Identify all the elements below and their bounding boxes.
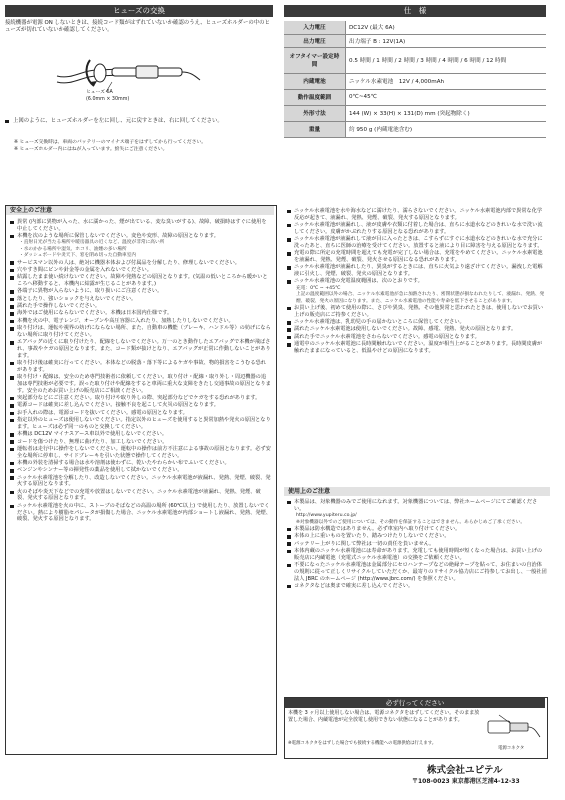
fuse-instruction xyxy=(5,118,273,126)
list-item: 濡れた手で操作しないでください。 xyxy=(10,303,271,310)
list-item: エアバッグの近くに取り付けたり、配線をしないでください。万一のとき動作したエアバッグで本機が飛ばされ、事故やケガの原因となります。また、コード類が抜けとなり、エアバッグが正常に作動しないことがあります。 xyxy=(10,339,271,359)
list-item: 結露したまま使い続けないでください。故障や発熱などの原因となります。(気温の低いところから暖かいところへ移動すると、本機内に結露が生じることがあります。) xyxy=(10,274,271,288)
spec-table xyxy=(284,21,546,138)
fuse-label xyxy=(86,90,176,103)
power-connector-illustration xyxy=(484,711,542,747)
must-title: 必ず行ってください xyxy=(385,699,445,707)
list-item: 取り付け後は確実に行ってください。本体などの脱落・落下等によるケガや事故、物的損害をこうむる恐れがあります。 xyxy=(10,360,271,374)
list-item: バッテリー上がりに関して弊社は一切の責任を負いません。 xyxy=(287,541,547,548)
list-item: 電源コードは確実に差し込んでください。接触不良を起こして火災の原因となります。 xyxy=(10,402,271,409)
list-item: 各端子に異物が入らないように、取り扱いにご注意ください。 xyxy=(10,288,271,295)
fuse-note: ※ ヒューズ交換時は、車両のバッテリーのマイナス端子をはずしてから行ってください。 xyxy=(14,140,207,145)
spec-row: 入力電圧 DC12V (最大 6A) xyxy=(284,21,546,34)
usage-note: ※対象機器以外でのご使用については、その動作を保証することはできません。あらかじめご了承ください。 xyxy=(296,519,526,525)
safety-header xyxy=(6,206,274,215)
list-item: ニッケル水素電池を分解したり、改造しないでください。ニッケル水素電池が液漏れ、発熱、発煙、破裂、発火する原因となります。 xyxy=(10,475,271,489)
list-item: 火のそばや炎天下などでの充電や放置はしないでください。ニッケル水素電池が液漏れ、発熱、発煙、破裂、発火する原因となります。 xyxy=(10,489,271,503)
battery-list xyxy=(287,208,547,355)
safety-list xyxy=(10,219,271,524)
list-item: 本機を次のような場所に保管しないでください。変色や変形、故障の原因となります。 xyxy=(10,233,271,240)
list-item: ニッケル水素電池は、乳幼児の手の届かないところに保管してください。 xyxy=(287,319,547,326)
must-note: ※電源コネクタをはずした場合でも接続する機能への電源供給は行えます。 xyxy=(288,741,437,746)
list-item: 本製品は、対象機器のみでご使用になれます。対象機器については、弊社ホームページにてご確認ください。 xyxy=(287,499,547,513)
fuse-instruction-text: 上図のように、ヒューズホルダーを左に回し、元に戻すときは、右に回してください。 xyxy=(13,118,223,124)
list-item: 通電中のニッケル水素電池に長時間触れないでください。温度が相当上がることがあります。長時間皮膚が触れたままになっていると、低温やけどの原因になります。 xyxy=(287,341,547,355)
list-item: 運転者は走行中に操作をしないでください。運転中の操作は前方不注意による事故の原因となります。必ず安全な場所に停車し、サイドブレーキを引いた状態で操作してください。 xyxy=(10,446,271,460)
list-item: コードを傷つけたり、無理に曲げたり、加工しないでください。 xyxy=(10,439,271,446)
charge-temp: 充電：0℃ ~ +45℃ xyxy=(296,285,341,291)
spec-title: 仕 様 xyxy=(403,6,427,15)
usage-title: 使用上のご注意 xyxy=(288,488,331,495)
list-item: ベンジンやシンナー等の揮発性の薬品を使用して拭かないでください。 xyxy=(10,467,271,474)
list-item: 取り付けは、運転や視界の妨げにならない場所、また、自動車の機能（ブレーキ、ハンドル等）の妨げにならない場所に取り付けてください。 xyxy=(10,325,271,339)
must-text: 本機を 3 ヶ月以上使用しない場合は、電源コネクタをはずしてください。そのまま放置した場合、内蔵電池が完全放電し使用できない状態になることがあります。 xyxy=(288,710,480,723)
list-item: 本機を火の中、電子レンジ、オーブンや高圧容器に入れたり、加熱したりしないでください。 xyxy=(10,318,271,325)
list-item: 本体内蔵のニッケル水素電池には寿命があります。充電しても使用時間が短くなった場合は、お買い上げの販売店に内蔵電池（充電式ニッケル水素電池）の交換をご依頼ください。 xyxy=(287,548,547,562)
spec-header xyxy=(284,5,546,17)
list-item: ニッケル水素電池が液漏れして液が目に入ったときは、こすらずにすぐに水道水などのきれいな水で充分に洗ったあと、直ちに医師の治療を受けてください。放置すると液により目に障害を与える原因となります。 xyxy=(287,236,547,250)
list-item: コネクタなどは奥まで確実に差し込んでください。 xyxy=(287,583,547,590)
list-item: 濡れた手でニッケル水素電池をさわらないでください。感電の原因となります。 xyxy=(287,334,547,341)
spec-row: 出力電圧 出力端子 B : 12V(1A) xyxy=(284,34,546,47)
list-item: 本製品は防水構造ではありません。必ず車室内へ取り付けてください。 xyxy=(287,526,547,533)
list-subitem: ・直射日光が当たる場所や暖房器具の近くなど、温度が非常に高い所 xyxy=(19,240,165,246)
list-subitem: ・水のかかる場所や湿気、ホコリ、油煙の多い場所 xyxy=(19,246,127,252)
fuse-label-rating: ヒューズ 6A xyxy=(86,90,113,95)
list-item: 落としたり、強いショックを与えないでください。 xyxy=(10,296,271,303)
list-item: お手入れの際は、電源コードを抜いてください。感電の原因となります。 xyxy=(10,410,271,417)
safety-title: 安全上のご注意 xyxy=(10,207,53,214)
fuse-notes xyxy=(14,140,273,153)
list-item: 突起部分などにご注意ください。取り付けや取り外しの際、突起部分などでケガをする恐れがあります。 xyxy=(10,395,271,402)
fuse-note: ※ ヒューズホルダー内にはねが入っています。紛失にご注意ください。 xyxy=(14,146,168,152)
list-subitem: ・ダッシュボードや炎天下、窓を閉め切った自動車室内 xyxy=(19,253,137,259)
list-item: 充電の際に所定の充電時間を超えても充電が完了しない場合は、充電をやめてください。ニッケル水素電池を液漏れ、発熱、発煙、破裂、発火させる原因になる恐れがあります。 xyxy=(287,250,547,264)
list-item: 異常 (内部に異物が入った、水に濡かった、煙が出ている、変な臭いがする)、故障、破損時はすぐに使用を中止してください。 xyxy=(10,219,271,233)
spec-row: 内蔵電池 ニッケル水素電池 12V / 4,000mAh xyxy=(284,73,546,89)
connector-label: 電源コネクタ xyxy=(498,746,525,751)
usage-header xyxy=(284,487,550,496)
list-item: お買い上げ後、初めて使用の際に、さびや異臭、発熱、その他異常と思われたときは、使用しないでお買い上げの販売店にご持参ください。 xyxy=(287,305,547,319)
must-header xyxy=(285,698,545,708)
list-item: ニッケル水素電池が液漏れしたり、異臭がするときには、直ちに火気より遠ざけてください。漏洩した電解液に引火し、発煙、破裂、発火の原因となります。 xyxy=(287,264,547,278)
company-address: 〒108-0023 東京都港区芝浦4-12-33 xyxy=(412,778,520,785)
spec-row: オフタイマー設定時間 0.5 時間 / 1 時間 / 2 時間 / 3 時間 / 4 時間 / 6 時間 / 12 時間 xyxy=(284,47,546,73)
charge-temp-note: 上記の温度範囲以外の場合、ニッケル水素電池が急に加熱されたり、密閉状態が損なわれたりして、液漏れ、発熱、発煙、破裂、発火の原因になります。また、ニッケル水素電池の性能や寿命を低下させることがあります。 xyxy=(296,292,545,304)
list-item: 本体の上に重いものを置いたり、踏みつけたりしないでください。 xyxy=(287,533,547,540)
list-item: ニッケル水素電池が液漏れし、液が皮膚や衣類に付着した場合は、直ちに水道水などのきれいな水で洗い流してください。皮膚がかぶれたりする原因となる恐れがあります。 xyxy=(287,222,547,236)
spec-row: 動作温度範囲 0℃~45℃ xyxy=(284,89,546,105)
company-name: 株式会社ユピテル xyxy=(427,765,503,776)
list-item: ニッケル水素電池の充電温度範囲は、次のとおりです。 xyxy=(287,278,547,285)
fuse-title: ヒューズの交換 xyxy=(112,6,166,15)
list-item: 指定以外のヒューズは使用しないでください。指定以外のヒューズを使用すると異常加熱や発火の原因となります。ヒューズは必ず同一のものと交換してください。 xyxy=(10,417,271,431)
fuse-intro: 接続機器が電源 ON しないときは、接続コード類がはずれていないか確認のうえ、ヒューズホルダーの中のヒューズが切れていないか確認してください。 xyxy=(5,20,270,34)
list-item: 濡れたニッケル水素電池は使用しないでください。故障、感電、発熱、発火の原因となります。 xyxy=(287,326,547,333)
list-item: 海外ではご使用にならないでください。本機は日本国内仕様です。 xyxy=(10,310,271,317)
fuse-header xyxy=(5,5,273,17)
list-item: 本機は DC12V マイナスアース車以外で使用しないでください。 xyxy=(10,431,271,438)
usage-url[interactable]: http://www.yupiteru.co.jp/ xyxy=(296,513,357,519)
list-item: 不要になったニッケル水素電池は金属部分にセロハンテープなどの絶縁テープを貼って、お住まいの自治体の規則に従って正しくリサイクルしていただくか、最寄りのリサイクル協力店にご持参してお出し、一般社団法人 JBRC のホームページ (http://www.jbrc.com/) を参照ください。 xyxy=(287,562,547,582)
spec-row: 重量 約 950 g (内蔵電池含む) xyxy=(284,121,546,137)
usage-list xyxy=(287,499,547,590)
list-item: ニッケル水素電池を火の中に、ストーブのそばなどの高温の場所 (60℃以上) で使用したり、放置しないでください。熱により樹脂セパレータが損傷した場合、ニッケル水素電池が内部ショートし液漏れ、発熱、発煙、破裂、発火する原因となります。 xyxy=(10,503,271,523)
list-item: 取り付け・配線は、安全のため専門技術者に依頼してください。取り付け・配線・取り外し・周辺機器の追加は専門技術が必要です。誤った取り付けや配線をすると車両に重大な支障をきたし交通事故の原因となります。安全のためお買い上げの販売店にご相談ください。 xyxy=(10,374,271,394)
list-item: ニッケル水素電池を水や海水などに濡けたり、濡らさないでください。ニッケル水素電池内部で異常な化学反応が起きて、液漏れ、発熱、発煙、破裂、発火する原因となります。 xyxy=(287,208,547,222)
list-item: 本機の外装を清掃する場合は水や溶剤は使わずに、乾いたやわらかい布でふいてください。 xyxy=(10,460,271,467)
list-item: サービスマン以外の人は、絶対に機器本体および付属品を分解したり、修理しないでください。 xyxy=(10,260,271,267)
spec-row: 外形寸法 144 (W) × 33(H) × 131(D) mm (突起物除く) xyxy=(284,105,546,121)
fuse-label-size: (6.0mm × 30mm) xyxy=(86,96,130,102)
list-item: 穴やすき間にピンや針金等の金属を入れないでください。 xyxy=(10,267,271,274)
